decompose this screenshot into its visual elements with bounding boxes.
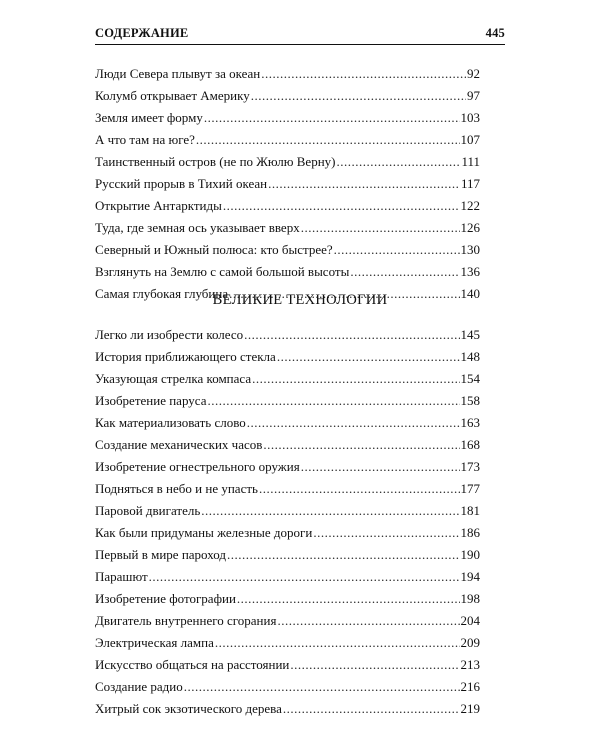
dot-leader [259,478,460,500]
toc-entry-title: История приближающего стекла [95,349,276,364]
toc-entry [95,151,480,173]
toc-entry [95,239,480,261]
toc-entry [95,566,480,588]
toc-entry [95,412,480,434]
dot-leader [350,261,459,283]
toc-entry [95,500,480,522]
toc-entry-page: 122 [460,198,480,213]
toc-entry [95,698,480,720]
toc-entry-title: Туда, где земная ось указывает вверх [95,220,300,235]
toc-entry [95,588,480,610]
dot-leader [263,434,459,456]
toc-entry-title: Двигатель внутреннего сгорания [95,613,277,628]
dot-leader [149,566,460,588]
toc-entry [95,676,480,698]
toc-entry-page: 107 [460,132,480,147]
toc-entry-title: Изобретение огнестрельного оружия [95,459,300,474]
toc-entry-title: Искусство общаться на расстоянии [95,657,290,672]
toc-entry-title: Создание радио [95,679,183,694]
toc-list-top [95,63,480,305]
toc-entry-title: Как материализовать слово [95,415,246,430]
dot-leader [277,610,459,632]
toc-entry-page: 194 [460,569,480,584]
toc-entry [95,610,480,632]
toc-entry [95,63,480,85]
toc-entry-title: Северный и Южный полюса: кто быстрее? [95,242,333,257]
toc-entry-page: 163 [460,415,480,430]
toc-entry-title: Парашют [95,569,148,584]
dot-leader [277,346,460,368]
toc-entry-title: Таинственный остров (не по Жюлю Верну) [95,154,336,169]
toc-entry-title: Как были придуманы железные дороги [95,525,313,540]
header-page-number: 445 [485,26,505,40]
section-heading: ВЕЛИКИЕ ТЕХНОЛОГИИ [212,292,388,308]
dot-leader [184,676,460,698]
dot-leader [237,588,460,610]
toc-entry [95,195,480,217]
toc-entry [95,217,480,239]
dot-leader [207,390,459,412]
toc-entry-page: 168 [460,437,480,452]
toc-entry-page: 198 [460,591,480,606]
toc-entry [95,261,480,283]
toc-list-technologies [95,324,480,720]
toc-entry [95,654,480,676]
toc-entry-page: 92 [467,66,480,81]
toc-entry [95,368,480,390]
dot-leader [301,217,460,239]
toc-entry-title: Указующая стрелка компаса [95,371,252,386]
toc-entry-page: 126 [460,220,480,235]
toc-entry-page: 219 [460,701,480,716]
dot-leader [251,85,466,107]
toc-entry-page: 154 [460,371,480,386]
toc-entry [95,107,480,129]
toc-entry-page: 204 [460,613,480,628]
toc-entry-page: 213 [460,657,480,672]
toc-entry-title: А что там на юге? [95,132,195,147]
toc-entry-page: 140 [460,286,480,301]
toc-entry [95,346,480,368]
toc-entry-page: 216 [460,679,480,694]
dot-leader [334,239,460,261]
toc-entry-title: Подняться в небо и не упасть [95,481,258,496]
dot-leader [290,654,459,676]
dot-leader [223,195,460,217]
dot-leader [227,544,460,566]
toc-entry-title: Легко ли изобрести колесо [95,327,244,342]
toc-entry-page: 181 [460,503,480,518]
toc-entry-title: Самая глубокая глубина [95,286,229,301]
toc-entry-title: Хитрый сок экзотического дерева [95,701,282,716]
dot-leader [247,412,460,434]
dot-leader [283,698,460,720]
toc-entry-title: Создание механических часов [95,437,263,452]
toc-entry-page: 186 [460,525,480,540]
toc-entry-title: Люди Севера плывут за океан [95,66,261,81]
dot-leader [244,324,459,346]
toc-entry-page: 148 [460,349,480,364]
toc-entry-page: 190 [460,547,480,562]
toc-entry [95,456,480,478]
header-title: СОДЕРЖАНИЕ [95,26,189,40]
toc-entry [95,478,480,500]
toc-entry-title: Электрическая лампа [95,635,214,650]
dot-leader [337,151,461,173]
toc-entry [95,129,480,151]
dot-leader [313,522,459,544]
dot-leader [268,173,460,195]
toc-entry-page: 130 [460,242,480,257]
toc-entry [95,390,480,412]
toc-entry-title: Изобретение фотографии [95,591,236,606]
toc-entry [95,522,480,544]
toc-entry-page: 158 [460,393,480,408]
toc-entry-page: 111 [461,154,480,169]
dot-leader [204,107,460,129]
toc-entry-page: 117 [460,176,480,191]
toc-entry [95,85,480,107]
toc-entry [95,632,480,654]
toc-entry [95,434,480,456]
toc-entry-page: 145 [460,327,480,342]
toc-entry [95,544,480,566]
dot-leader [201,500,459,522]
running-header [95,26,505,45]
toc-entry-page: 177 [460,481,480,496]
toc-entry-title: Открытие Антарктиды [95,198,222,213]
toc-entry [95,173,480,195]
dot-leader [261,63,466,85]
dot-leader [196,129,460,151]
toc-entry-title: Земля имеет форму [95,110,203,125]
dot-leader [215,632,460,654]
toc-entry-page: 97 [467,88,480,103]
toc-entry-page: 209 [460,635,480,650]
toc-entry-title: Изобретение паруса [95,393,207,408]
toc-entry-title: Взглянуть на Землю с самой большой высоты [95,264,350,279]
toc-entry-page: 136 [460,264,480,279]
dot-leader [252,368,459,390]
toc-entry-title: Первый в мире пароход [95,547,226,562]
toc-entry-title: Паровой двигатель [95,503,201,518]
toc-entry-page: 173 [460,459,480,474]
toc-entry-title: Русский прорыв в Тихий океан [95,176,268,191]
toc-entry-title: Колумб открывает Америку [95,88,250,103]
dot-leader [301,456,460,478]
toc-entry [95,324,480,346]
toc-entry-page: 103 [460,110,480,125]
